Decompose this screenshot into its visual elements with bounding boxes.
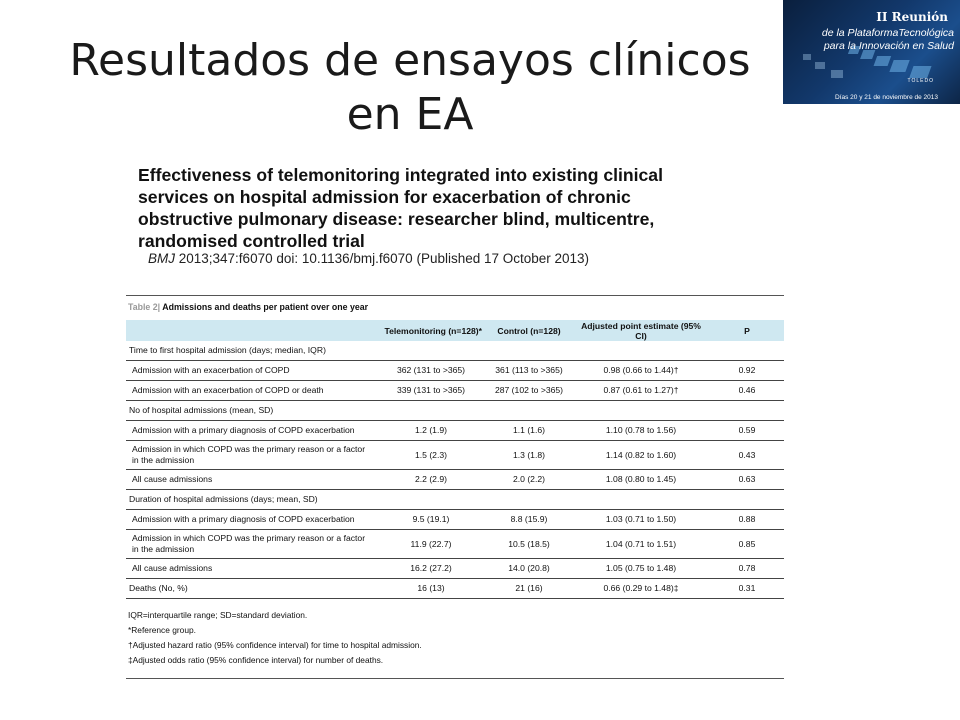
- table-header-row: [126, 320, 784, 341]
- value-cell: 361 (113 to >365): [486, 361, 572, 381]
- row-label-cell: Admission with a primary diagnosis of COPD exacerbation: [126, 510, 376, 530]
- slide-title-line2: en EA: [346, 89, 474, 140]
- value-cell: 0.59: [710, 421, 784, 441]
- value-cell: 11.9 (22.7): [376, 530, 486, 559]
- paper-citation: [148, 251, 589, 266]
- value-cell: 339 (131 to >365): [376, 381, 486, 401]
- value-cell: 1.04 (0.71 to 1.51): [572, 530, 710, 559]
- value-cell: 362 (131 to >365): [376, 361, 486, 381]
- value-cell: 14.0 (20.8): [486, 559, 572, 579]
- header-cell: P: [710, 320, 784, 341]
- row-label-cell: Duration of hospital admissions (days; mean, SD): [126, 490, 376, 510]
- table-body: [126, 341, 784, 599]
- table-caption: [126, 296, 784, 320]
- row-label-cell: Admission in which COPD was the primary reason or a factor in the admission: [126, 530, 376, 559]
- row-label-cell: Deaths (No, %): [126, 579, 376, 599]
- table-row: [126, 490, 784, 510]
- value-cell: 21 (16): [486, 579, 572, 599]
- value-cell: 0.78: [710, 559, 784, 579]
- table-row: [126, 361, 784, 381]
- value-cell: 0.98 (0.66 to 1.44)†: [572, 361, 710, 381]
- value-cell: [486, 341, 572, 361]
- row-label-cell: All cause admissions: [126, 470, 376, 490]
- value-cell: 1.1 (1.6): [486, 421, 572, 441]
- row-label-cell: All cause admissions: [126, 559, 376, 579]
- paper-title: Effectiveness of telemonitoring integrated into existing clinical services on hospital admission for exacerbation of chronic obstructive pulmonary disease: researcher blind, multicentre, randomised controlled trial: [138, 165, 663, 251]
- journal-name: BMJ: [148, 251, 175, 266]
- value-cell: 1.2 (1.9): [376, 421, 486, 441]
- value-cell: 10.5 (18.5): [486, 530, 572, 559]
- header-cell: [126, 320, 376, 341]
- row-label-cell: No of hospital admissions (mean, SD): [126, 401, 376, 421]
- footnote: †Adjusted hazard ratio (95% confidence interval) for time to hospital admission.: [128, 640, 422, 650]
- value-cell: [572, 341, 710, 361]
- footnote: ‡Adjusted odds ratio (95% confidence interval) for number of deaths.: [128, 655, 384, 665]
- citation-details: 2013;347:f6070 doi: 10.1136/bmj.f6070 (Published 17 October 2013): [175, 251, 590, 266]
- table-row: [126, 401, 784, 421]
- value-cell: [572, 401, 710, 421]
- banner-line1: II Reunión: [876, 10, 948, 24]
- table-number: Table 2|: [128, 302, 161, 312]
- row-label-cell: Admission in which COPD was the primary reason or a factor in the admission: [126, 441, 376, 470]
- value-cell: 0.31: [710, 579, 784, 599]
- results-table-figure: [126, 295, 784, 679]
- slide-title: [60, 34, 760, 142]
- value-cell: [376, 490, 486, 510]
- value-cell: [710, 401, 784, 421]
- value-cell: [376, 401, 486, 421]
- value-cell: 0.46: [710, 381, 784, 401]
- value-cell: 1.3 (1.8): [486, 441, 572, 470]
- table-row: [126, 441, 784, 470]
- row-label-cell: Admission with an exacerbation of COPD or death: [126, 381, 376, 401]
- table-row: [126, 341, 784, 361]
- value-cell: [376, 341, 486, 361]
- header-cell: Adjusted point estimate (95% CI): [572, 320, 710, 341]
- value-cell: 1.08 (0.80 to 1.45): [572, 470, 710, 490]
- value-cell: [710, 341, 784, 361]
- value-cell: 0.66 (0.29 to 1.48)‡: [572, 579, 710, 599]
- value-cell: 1.03 (0.71 to 1.50): [572, 510, 710, 530]
- banner-line2: de la PlataformaTecnológica para la Innovación en Salud: [821, 27, 954, 52]
- table-caption-text: Admissions and deaths per patient over one year: [160, 302, 369, 312]
- value-cell: 2.0 (2.2): [486, 470, 572, 490]
- value-cell: 9.5 (19.1): [376, 510, 486, 530]
- event-banner-logo: [783, 0, 960, 104]
- value-cell: 1.05 (0.75 to 1.48): [572, 559, 710, 579]
- table-row: [126, 530, 784, 559]
- value-cell: 8.8 (15.9): [486, 510, 572, 530]
- value-cell: 16.2 (27.2): [376, 559, 486, 579]
- footnote: IQR=interquartile range; SD=standard deviation.: [128, 610, 308, 620]
- value-cell: 1.5 (2.3): [376, 441, 486, 470]
- value-cell: 0.63: [710, 470, 784, 490]
- value-cell: 0.85: [710, 530, 784, 559]
- value-cell: 16 (13): [376, 579, 486, 599]
- value-cell: [486, 490, 572, 510]
- footnote: *Reference group.: [128, 625, 196, 635]
- value-cell: 1.10 (0.78 to 1.56): [572, 421, 710, 441]
- admissions-table: [126, 320, 784, 599]
- value-cell: 2.2 (2.9): [376, 470, 486, 490]
- table-footnotes: [126, 599, 784, 678]
- table-row: [126, 470, 784, 490]
- header-cell: Telemonitoring (n=128)*: [376, 320, 486, 341]
- table-row: [126, 381, 784, 401]
- slide-title-line1: Resultados de ensayos clínicos: [69, 35, 751, 86]
- value-cell: 0.88: [710, 510, 784, 530]
- row-label-cell: Admission with an exacerbation of COPD: [126, 361, 376, 381]
- value-cell: [572, 490, 710, 510]
- header-cell: Control (n=128): [486, 320, 572, 341]
- row-label-cell: Admission with a primary diagnosis of COPD exacerbation: [126, 421, 376, 441]
- value-cell: 287 (102 to >365): [486, 381, 572, 401]
- value-cell: 0.92: [710, 361, 784, 381]
- table-row: [126, 421, 784, 441]
- value-cell: [486, 401, 572, 421]
- value-cell: 1.14 (0.82 to 1.60): [572, 441, 710, 470]
- table-row: [126, 579, 784, 599]
- value-cell: [710, 490, 784, 510]
- table-row: [126, 510, 784, 530]
- value-cell: 0.43: [710, 441, 784, 470]
- row-label-cell: Time to first hospital admission (days; median, IQR): [126, 341, 376, 361]
- value-cell: 0.87 (0.61 to 1.27)†: [572, 381, 710, 401]
- table-row: [126, 559, 784, 579]
- banner-dates: Días 20 y 21 de noviembre de 2013: [835, 94, 938, 101]
- banner-city: TOLEDO: [907, 78, 934, 84]
